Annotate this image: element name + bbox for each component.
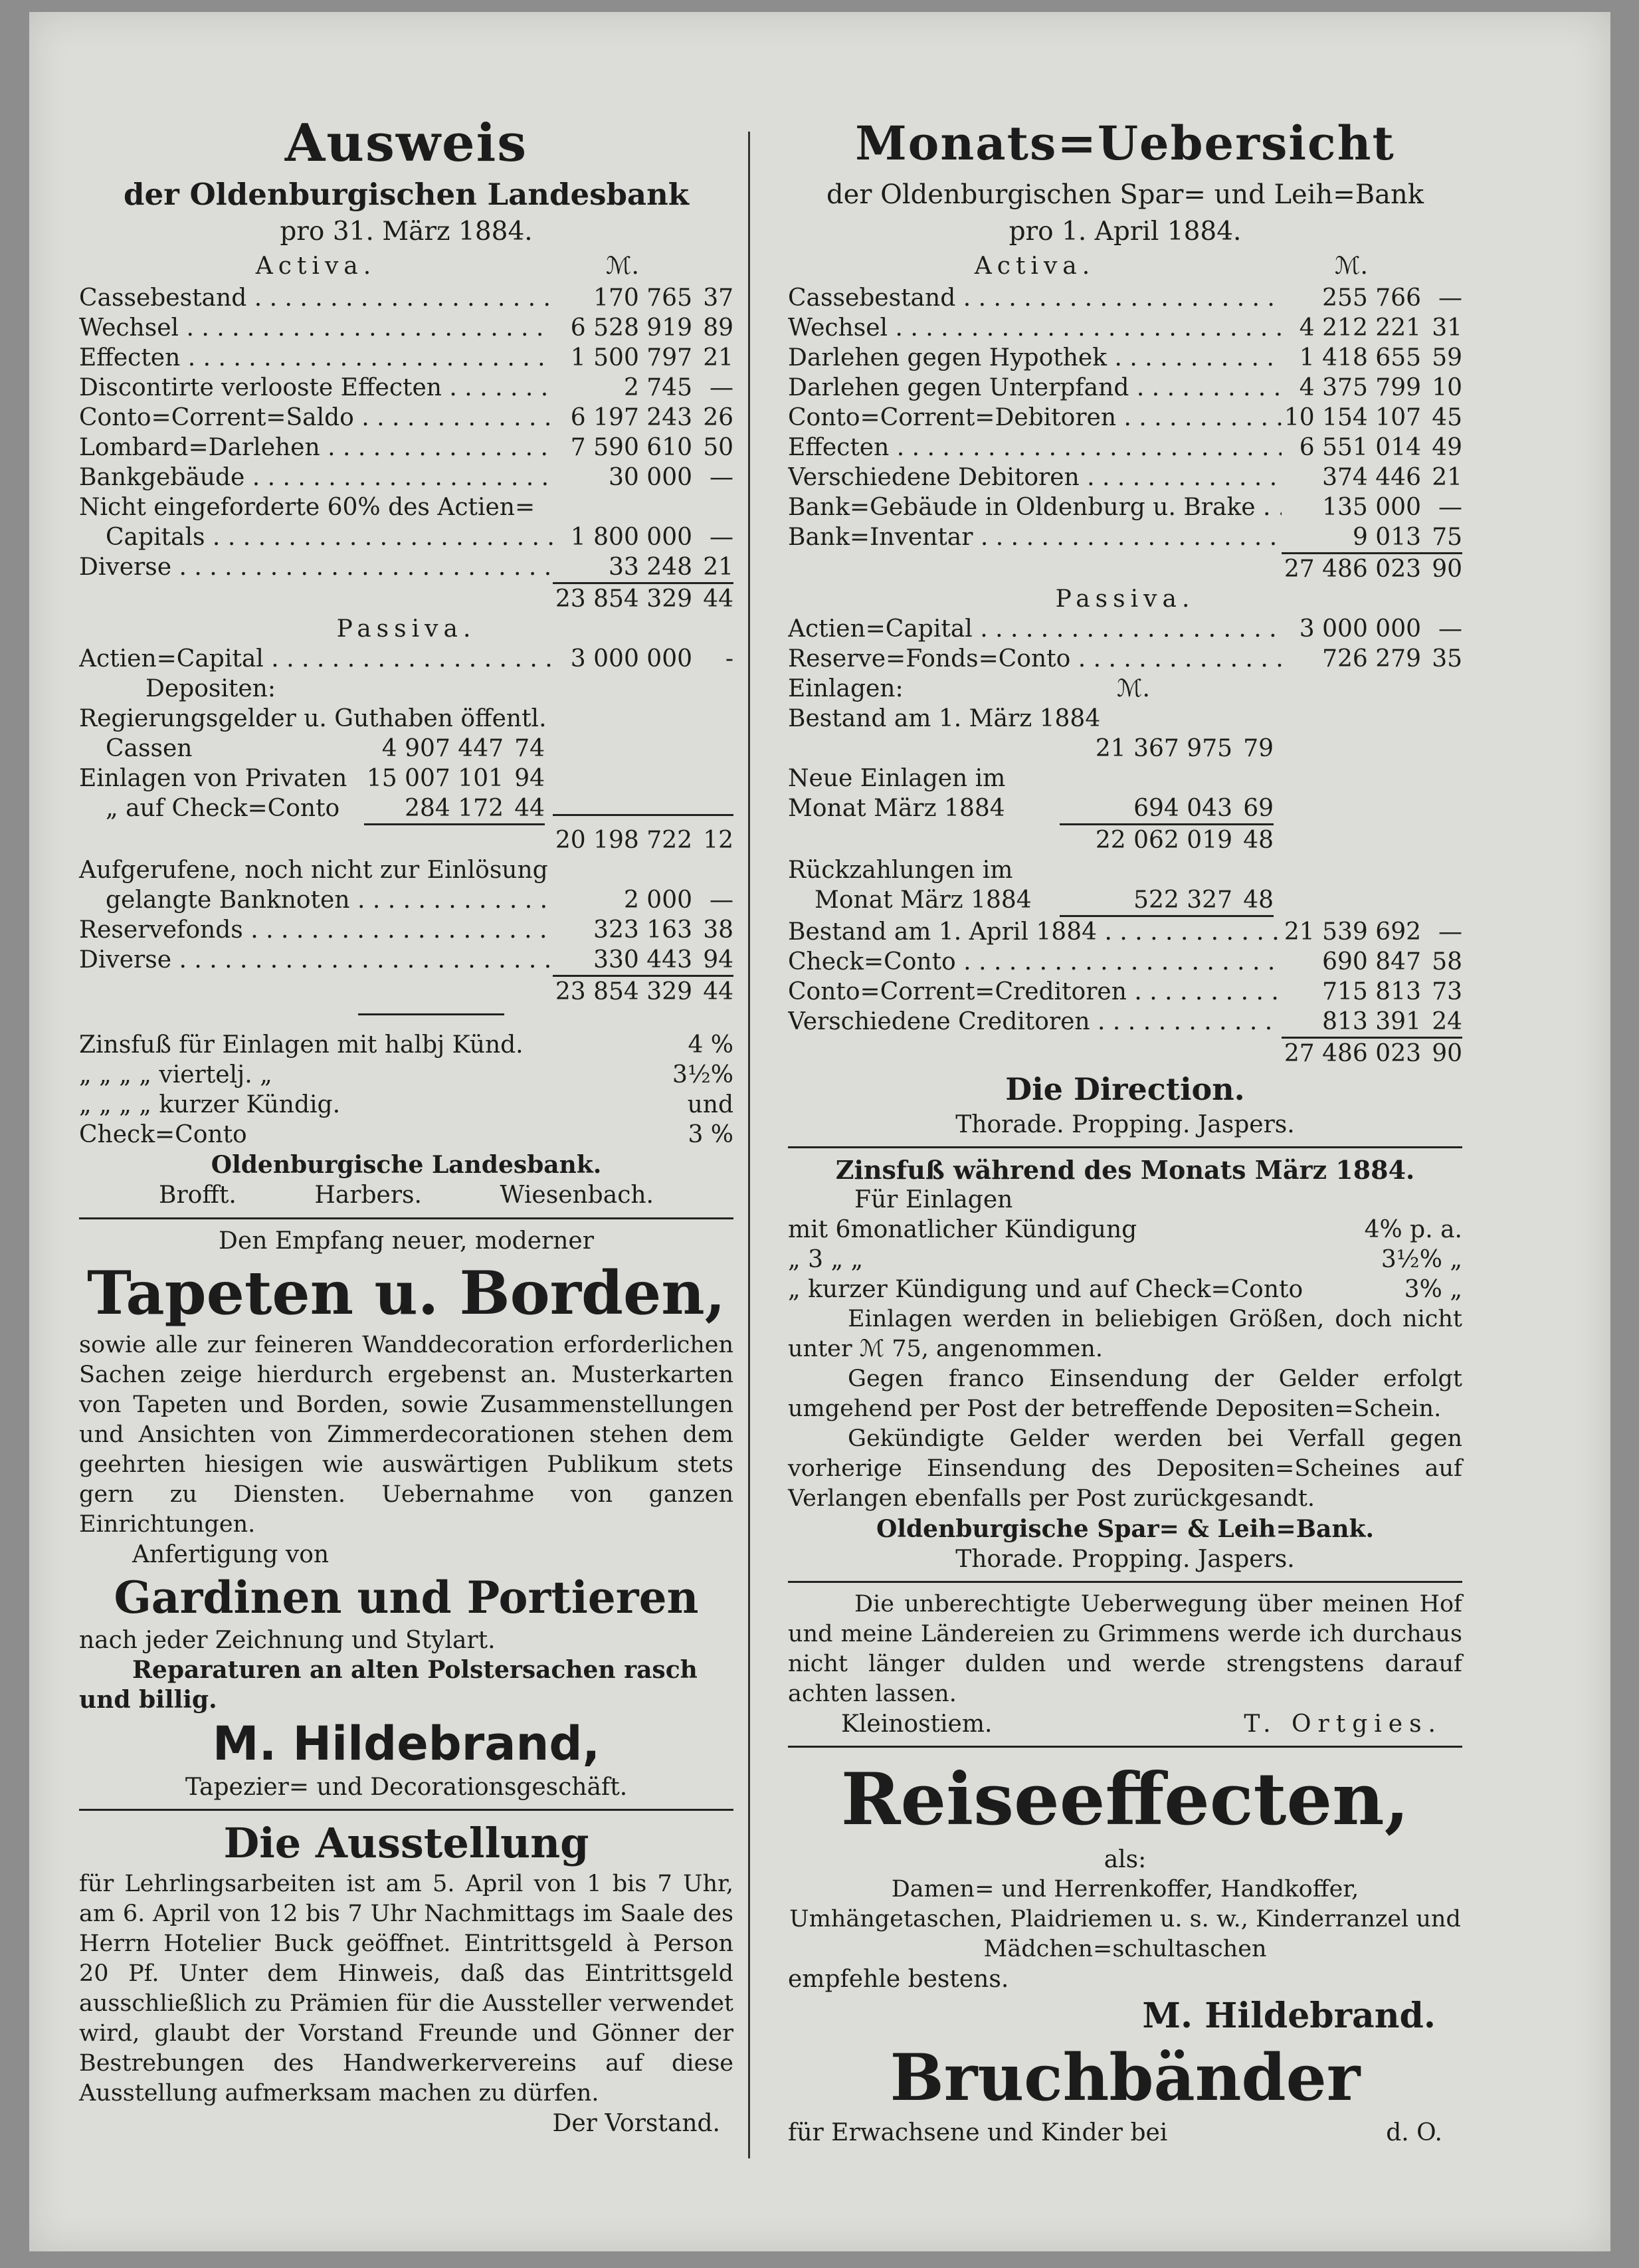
tapeten-headline: Tapeten u. Borden,	[86, 1258, 726, 1328]
ledger-amount: 3 000 000	[1299, 615, 1421, 643]
ausstellung-body: für Lehrlingsarbeiten ist am 5. April von 1 bis 7 Uhr, am 6. April von 12 bis 7 Uhr Nachmittags im Saale des Herrn Hotelier Buck geöffnet. Eintrittsgeld à Person 20 Pf. Unter dem Hinweis, daß das Eintrittsgeld ausschließlich zu Prämien für die Aussteller verwendet wird, glaubt der Vorstand Freunde und Gönner der Bestrebungen des Handwerkervereins auf diese Ausstellung aufmerksam machen zu dürfen.	[79, 1871, 733, 2107]
left-column	[79, 112, 733, 2138]
ledger-cents: —	[710, 464, 733, 491]
ledger-amount: 21 539 692	[1284, 918, 1421, 946]
rate-value: 3 %	[688, 1121, 733, 1148]
tapeten-intro: Den Empfang neuer, moderner	[219, 1227, 594, 1255]
ausweis-signatories	[79, 1180, 733, 1211]
currency-mark: ℳ.	[606, 253, 639, 280]
ledger-label: Cassebestand . . .	[788, 283, 1282, 313]
rule	[788, 1146, 1462, 1148]
ledger-amount: 9 013	[1352, 524, 1421, 551]
rueck-line1: Rückzahlungen im	[788, 857, 1013, 884]
tapeten-zeichnung: nach jeder Zeichnung und Stylart.	[79, 1627, 496, 1654]
ausweis-date: pro 31. März 1884.	[280, 217, 533, 247]
ledger-label: Verschiedene Creditoren . . .	[788, 1007, 1282, 1037]
ledger-row	[788, 313, 1462, 343]
hildebrand-firm: M. Hildebrand,	[212, 1716, 601, 1771]
bruch-row: für Erwachsene und Kinder bei d. O.	[788, 2119, 1442, 2146]
ledger-amount: 813 391	[1322, 1008, 1421, 1035]
rate-row	[79, 1060, 733, 1090]
bruch-headline: Bruchbänder	[890, 2040, 1361, 2115]
zinsfuss-p1: Einlagen werden in beliebigen Größen, doch nicht unter ℳ 75, angenommen.	[788, 1306, 1462, 1362]
signatory-name: Brofft.	[159, 1182, 237, 1209]
rule	[79, 1809, 733, 1811]
ausstellung-sign: Der Vorstand.	[552, 2110, 720, 2137]
ledger-amount: 4 212 221	[1299, 314, 1421, 342]
ledger-amount: 30 000	[609, 464, 692, 491]
ledger-amount: 1 418 655	[1299, 344, 1421, 371]
rule	[788, 1581, 1462, 1583]
hildebrand-sub: Tapezier= und Decorationsgeschäft.	[185, 1774, 628, 1801]
ledger-cents: 10	[1432, 374, 1462, 401]
rate-label: mit 6monatlicher Kündigung	[788, 1216, 1137, 1243]
aufgerufen-line1: Aufgerufene, noch nicht zur Einlösung	[79, 857, 548, 884]
monat-title: Monats=Uebersicht	[855, 116, 1395, 171]
ledger-amount: 726 279	[1322, 645, 1421, 672]
einlagen-row: Einlagen von Privaten 15 007 101 94	[79, 765, 545, 792]
zinsfuss-p2: Gegen franco Einsendung der Gelder erfolgt umgehend per Post der betreffende Depositen=Schein.	[788, 1366, 1462, 1422]
monat-date: pro 1. April 1884.	[1009, 217, 1242, 247]
rate-value: 4% p. a.	[1364, 1216, 1462, 1243]
ledger-amount: 10 154 107	[1284, 404, 1421, 431]
ledger-cents: 50	[703, 434, 733, 461]
monat-passiva-top	[788, 614, 1462, 674]
rule	[79, 1217, 733, 1219]
monat-passiva-total: 27 486 023 90	[788, 1037, 1462, 1069]
ledger-label: Darlehen gegen Unterpfand . . .	[788, 373, 1282, 403]
ledger-label: Bank=Inventar . . .	[788, 522, 1282, 552]
ledger-amount: 1 500 797	[570, 344, 692, 371]
ledger-row	[79, 283, 733, 313]
ledger-amount: 6 551 014	[1299, 434, 1421, 461]
rate-value: 3% „	[1404, 1276, 1462, 1303]
newspaper-page	[29, 12, 1610, 2251]
ledger-cents: 89	[703, 314, 733, 342]
ledger-row	[788, 977, 1462, 1007]
ledger-amount: 170 765	[593, 284, 692, 312]
tapeten-reparatur: Reparaturen an alten Polstersachen rasch und billig.	[79, 1656, 698, 1714]
actien-capital-row: Actien=Capital . . . 3 000 000 -	[79, 644, 733, 674]
aufgerufen-row: gelangte Banknoten . . . 2 000 —	[79, 885, 733, 915]
ledger-row	[79, 373, 733, 403]
bestand-maerz-label: Bestand am 1. März 1884	[788, 705, 1101, 732]
ledger-row	[788, 947, 1462, 977]
rate-row	[79, 1090, 733, 1120]
ledger-cents: —	[1438, 494, 1462, 521]
ledger-row	[788, 492, 1462, 522]
warnung-sign-row: Kleinostiem. T. Ortgies.	[841, 1710, 1442, 1738]
ledger-cents: 45	[1432, 404, 1462, 431]
ledger-label: Bestand am 1. April 1884 . . .	[788, 917, 1282, 947]
ledger-row	[79, 343, 733, 373]
ledger-label: Effecten . . .	[788, 433, 1282, 463]
ledger-cents: 37	[703, 284, 733, 312]
ausweis-activa-list	[79, 283, 733, 492]
zinsfuss-p3: Gekündigte Gelder werden bei Verfall gegen vorherige Einsendung des Depositen=Scheines auf Verlangen ebenfalls per Post zurückgesandt.	[788, 1425, 1462, 1512]
direction-label: Die Direction.	[1005, 1071, 1245, 1107]
ledger-label: Effecten . . .	[79, 343, 553, 373]
ledger-row	[79, 433, 733, 463]
ledger-row	[79, 463, 733, 492]
monat-subtitle: der Oldenburgischen Spar= und Leih=Bank	[826, 179, 1424, 210]
ledger-label: Conto=Corrent=Saldo . . .	[79, 403, 553, 433]
ledger-amount: 6 197 243	[570, 404, 692, 431]
ledger-cents: 49	[1432, 434, 1462, 461]
ledger-label: Cassebestand . . .	[79, 283, 553, 313]
gardinen-headline: Gardinen und Portieren	[114, 1572, 699, 1623]
rate-row	[788, 1245, 1462, 1275]
ausweis-diverse-row: Diverse . . . 33 248 21	[79, 552, 733, 584]
activa-header: Activa. ℳ.	[79, 250, 733, 283]
ledger-cents: —	[710, 374, 733, 401]
rule	[358, 1013, 504, 1015]
ledger-cents: 24	[1432, 1008, 1462, 1035]
zins-table	[79, 1022, 733, 1150]
ledger-cents: —	[1438, 284, 1462, 312]
ledger-label: Check=Conto . . .	[788, 947, 1282, 977]
rate-label: Zinsfuß für Einlagen mit halbj Künd.	[79, 1031, 524, 1059]
ledger-row	[788, 343, 1462, 373]
ledger-cents: 73	[1432, 978, 1462, 1005]
ausweis-capital-row2: Capitals . . . 1 800 000 —	[79, 522, 733, 552]
monat-passiva-header: Passiva.	[1055, 585, 1195, 613]
zinsfuss-fuer: Für Einlagen	[854, 1186, 1013, 1213]
ledger-label: Conto=Corrent=Debitoren . . .	[788, 403, 1282, 433]
ledger-label: Conto=Corrent=Creditoren . . .	[788, 977, 1282, 1007]
ledger-row	[788, 1007, 1462, 1037]
ledger-amount: 715 813	[1322, 978, 1421, 1005]
ledger-cents: 21	[703, 344, 733, 371]
bestand-maerz-row: 21 367 975 79	[1095, 735, 1274, 762]
rate-row	[79, 1030, 733, 1060]
tapeten-anfertigung: Anfertigung von	[132, 1541, 330, 1568]
ledger-row	[788, 403, 1462, 433]
warnung-body: Die unberechtigte Ueberwegung über meinen Hof und meine Ländereien zu Grimmens werde ich durchaus nicht länger dulden und werde strengstens darauf achten lassen.	[788, 1591, 1462, 1707]
reise-firm: M. Hildebrand.	[1142, 1996, 1436, 2036]
currency-mark: ℳ.	[1335, 253, 1368, 280]
ledger-row	[788, 644, 1462, 674]
rate-value: 4 %	[688, 1031, 733, 1059]
zinsfuss-headline: Zinsfuß während des Monats März 1884.	[835, 1155, 1415, 1185]
reise-body: Damen= und Herrenkoffer, Handkoffer, Umhängetaschen, Plaidriemen u. s. w., Kinderranzel und Mädchen=schultaschen	[789, 1876, 1461, 1962]
rate-label: Check=Conto	[79, 1121, 247, 1148]
zinsfuss-table	[788, 1215, 1462, 1304]
ledger-row	[79, 403, 733, 433]
ledger-label: Wechsel . . .	[788, 313, 1282, 343]
regierung-row: Cassen 4 907 447 74	[106, 735, 545, 762]
passiva-header: Passiva.	[336, 615, 476, 643]
ledger-label: Bankgebäude . . .	[79, 463, 553, 492]
rate-label: „ „ „ „ viertelj. „	[79, 1061, 272, 1088]
ausweis-title: Ausweis	[284, 113, 528, 173]
ledger-cents: 21	[1432, 464, 1462, 491]
monat-activa-header: Activa. ℳ.	[788, 250, 1462, 283]
ledger-amount: 7 590 610	[570, 434, 692, 461]
ledger-row	[788, 373, 1462, 403]
rate-row	[79, 1120, 733, 1150]
ausstellung-headline: Die Ausstellung	[223, 1819, 589, 1867]
ledger-amount: 135 000	[1322, 494, 1421, 521]
depositen-total-row: 20 198 722 12	[555, 827, 733, 854]
ledger-row	[788, 283, 1462, 313]
ledger-label: Wechsel . . .	[79, 313, 553, 343]
rate-row	[788, 1275, 1462, 1304]
check-row: „ auf Check=Conto 284 172 44	[79, 793, 733, 825]
regierung-line1: Regierungsgelder u. Guthaben öffentl.	[79, 705, 547, 732]
ausweis-activa-total: 23 854 329 44	[555, 585, 733, 613]
ledger-cents: 35	[1432, 645, 1462, 672]
reise-als: als:	[1104, 1846, 1147, 1873]
rate-row	[788, 1215, 1462, 1245]
ledger-amount: 690 847	[1322, 948, 1421, 976]
zwischen-row: 22 062 019 48	[1095, 827, 1274, 854]
ledger-amount: 255 766	[1322, 284, 1421, 312]
ledger-row	[788, 522, 1462, 552]
rueck-row: Monat März 1884 522 327 48	[788, 885, 1462, 917]
reserve-row: Reservefonds . . . 323 163 38	[79, 915, 733, 945]
monat-passiva-rest	[788, 917, 1462, 1037]
ledger-label: Reserve=Fonds=Conto . . .	[788, 644, 1282, 674]
ledger-label: Lombard=Darlehen . . .	[79, 433, 553, 463]
ledger-cents: 58	[1432, 948, 1462, 976]
depositen-label: Depositen:	[145, 675, 276, 702]
ledger-cents: 75	[1432, 524, 1462, 551]
signatory-name: Wiesenbach.	[500, 1182, 654, 1209]
monat-activa-total: 27 486 023 90	[788, 552, 1462, 584]
neue-row: Monat März 1884 694 043 69	[788, 793, 1462, 825]
passiva-diverse-row: Diverse . . . 330 443 94	[79, 945, 733, 977]
einlagen-label-row: Einlagen: ℳ.	[788, 675, 1150, 702]
rate-label: „ „ „ „ kurzer Kündig.	[79, 1091, 341, 1118]
ledger-label: Actien=Capital . . .	[788, 614, 1282, 644]
ledger-cents: 59	[1432, 344, 1462, 371]
ledger-row	[788, 614, 1462, 644]
rate-value: und	[687, 1091, 733, 1118]
ledger-amount: 374 446	[1322, 464, 1421, 491]
ledger-amount: 6 528 919	[570, 314, 692, 342]
rate-value: 3½%	[672, 1061, 733, 1088]
ledger-cents: —	[1438, 918, 1462, 946]
reise-empfehle: empfehle bestens.	[788, 1966, 1009, 1993]
ledger-amount: 2 745	[623, 374, 692, 401]
ledger-row	[788, 463, 1462, 492]
rate-label: „ kurzer Kündigung und auf Check=Conto	[788, 1276, 1303, 1303]
ledger-cents: 31	[1432, 314, 1462, 342]
direction-names: Thorade. Propping. Jaspers.	[955, 1111, 1295, 1138]
ausweis-capital-row1: Nicht eingeforderte 60% des Actien=	[79, 494, 535, 521]
landesbank-signature: Oldenburgische Landesbank.	[211, 1151, 602, 1179]
reise-headline: Reiseeffecten,	[840, 1758, 1410, 1841]
ausweis-subtitle: der Oldenburgischen Landesbank	[124, 177, 689, 212]
ledger-cents: —	[1438, 615, 1462, 643]
ledger-row	[788, 433, 1462, 463]
tapeten-body: sowie alle zur feineren Wanddecoration erforderlichen Sachen zeige hierdurch ergebenst an. Musterkarten von Tapeten und Borden, sowie Zusammenstellungen und Ansichten von Zimmerdecorationen stehen dem geehrten hiesigen wie auswärtigen Publikum stets gern zu Diensten. Uebernahme von ganzen Einrichtungen.	[79, 1332, 733, 1538]
signatory-name: Harbers.	[314, 1182, 422, 1209]
rule	[788, 1746, 1462, 1748]
ledger-cents: 26	[703, 404, 733, 431]
rate-label: „ 3 „ „	[788, 1246, 864, 1273]
rate-value: 3½% „	[1381, 1246, 1462, 1273]
ledger-label: Darlehen gegen Hypothek . . .	[788, 343, 1282, 373]
ledger-label: Discontirte verlooste Effecten . . .	[79, 373, 553, 403]
ledger-amount: 4 375 799	[1299, 374, 1421, 401]
ledger-row	[79, 313, 733, 343]
ledger-label: Verschiedene Debitoren . . .	[788, 463, 1282, 492]
neue-line1: Neue Einlagen im	[788, 765, 1006, 792]
column-divider	[748, 132, 750, 2158]
monat-activa-list	[788, 283, 1462, 552]
sparbank-names: Thorade. Propping. Jaspers.	[955, 1546, 1295, 1573]
ledger-label: Bank=Gebäude in Oldenburg u. Brake . . .	[788, 492, 1282, 522]
passiva-total-row: 23 854 329 44	[555, 978, 733, 1005]
sparbank-signature: Oldenburgische Spar= & Leih=Bank.	[876, 1515, 1375, 1543]
right-column	[788, 112, 1462, 2148]
ledger-row	[788, 917, 1462, 947]
